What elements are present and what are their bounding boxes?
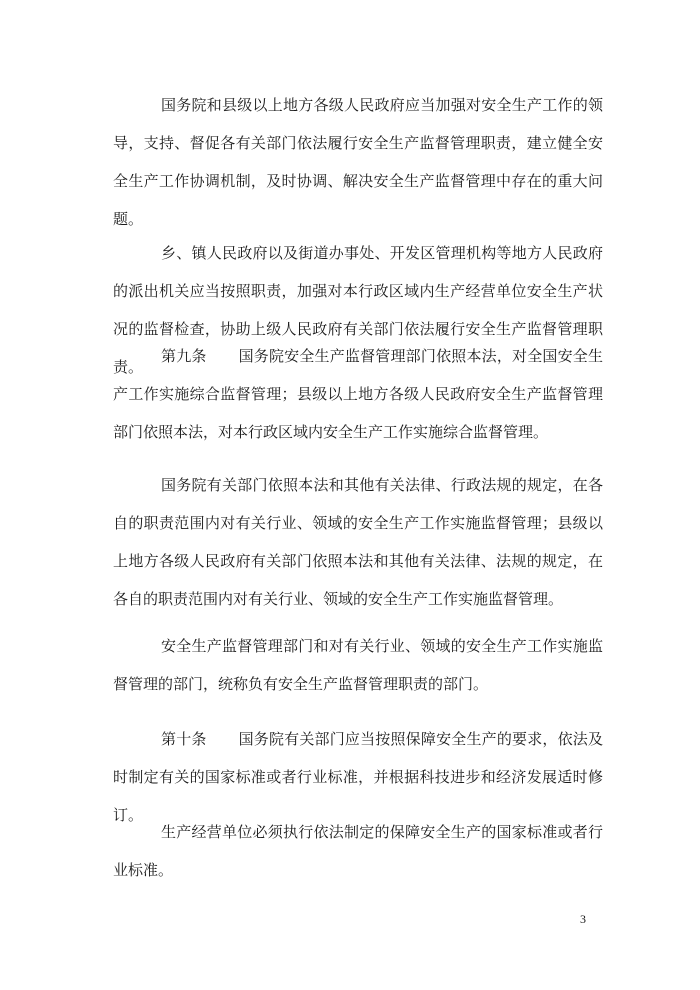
article-9-number: 第九条 bbox=[161, 347, 207, 365]
paragraph-4 bbox=[113, 466, 603, 618]
paragraph-1-text: 国务院和县级以上地方各级人民政府应当加强对安全生产工作的领导，支持、督促各有关部门依法履行安全生产监督管理职责，建立健全安全生产工作协调机制，及时协调、解决安全生产监督管理中存在的重大问题。 bbox=[113, 96, 603, 228]
paragraph-4-text: 国务院有关部门依照本法和其他有关法律、行政法规的规定，在各自的职责范围内对有关行业、领域的安全生产工作实施监督管理；县级以上地方各级人民政府有关部门依照本法和其他有关法律、法规的规定，在各自的职责范围内对有关行业、领域的安全生产工作实施监督管理。 bbox=[113, 476, 603, 608]
page-number: 3 bbox=[580, 912, 586, 926]
paragraph-5 bbox=[113, 627, 603, 703]
paragraph-2-text: 乡、镇人民政府以及街道办事处、开发区管理机构等地方人民政府的派出机关应当按照职责，加强对本行政区域内生产经营单位安全生产状况的监督检查，协助上级人民政府有关部门依法履行安全生产监督管理职责。 bbox=[113, 244, 603, 376]
article-10-number: 第十条 bbox=[161, 730, 207, 748]
article-10-text: 国务院有关部门应当按照保障安全生产的要求，依法及时制定有关的国家标准或者行业标准，并根据科技进步和经济发展适时修订。 bbox=[113, 730, 603, 824]
article-9-text: 国务院安全生产监督管理部门依照本法，对全国安全生产工作实施综合监督管理；县级以上地方各级人民政府安全生产监督管理部门依照本法，对本行政区域内安全生产工作实施综合监督管理。 bbox=[113, 347, 603, 441]
paragraph-7-text: 生产经营单位必须执行依法制定的保障安全生产的国家标准或者行业标准。 bbox=[113, 823, 603, 879]
paragraph-7 bbox=[113, 813, 603, 889]
article-9-paragraph bbox=[113, 337, 603, 451]
paragraph-1 bbox=[113, 86, 603, 238]
paragraph-5-text: 安全生产监督管理部门和对有关行业、领域的安全生产工作实施监督管理的部门，统称负有安全生产监督管理职责的部门。 bbox=[113, 637, 603, 693]
